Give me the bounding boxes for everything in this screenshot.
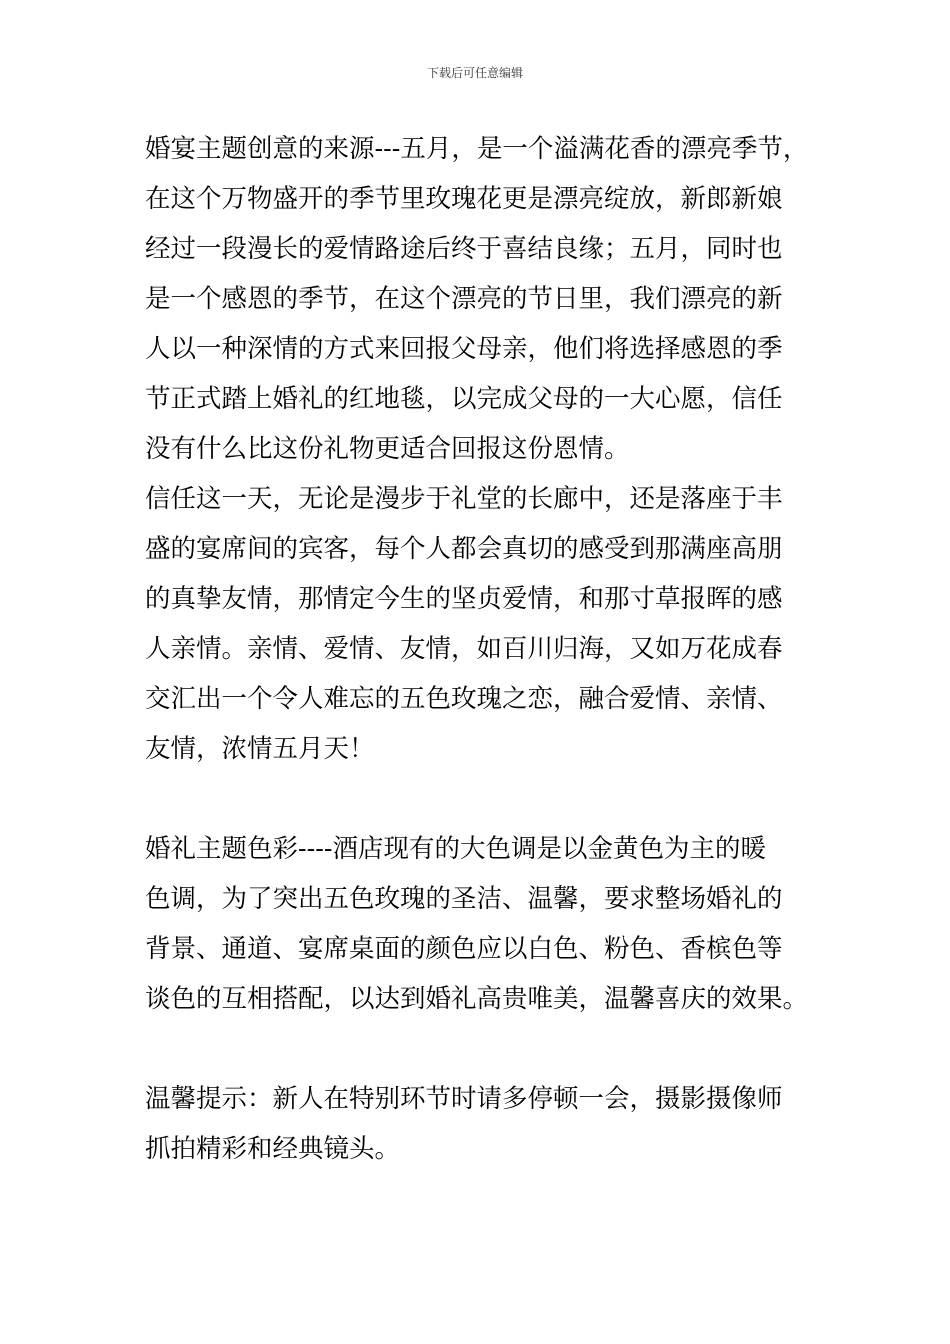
text-line: 色调，为了突出五色玫瑰的圣洁、温馨，要求整场婚礼的 <box>145 884 783 914</box>
text-line: 友情，浓情五月天！ <box>145 734 375 764</box>
paragraph-tip <box>145 1080 815 1180</box>
paragraph-spacer <box>145 1030 815 1080</box>
text-line: 是一个感恩的季节，在这个漂亮的节日里，我们漂亮的新 <box>145 284 783 314</box>
paragraph-theme-colors <box>145 830 815 1030</box>
text-line: 抓拍精彩和经典镜头。 <box>145 1134 401 1164</box>
text-line: 温馨提示：新人在特别环节时请多停顿一会，摄影摄像师 <box>145 1084 783 1114</box>
page-header-note: 下载后可任意编辑 <box>426 66 523 80</box>
text-line: 的真挚友情，那情定今生的坚贞爱情，和那寸草报晖的感 <box>145 584 783 614</box>
document-body <box>145 130 815 1180</box>
text-line: 谈色的互相搭配，以达到婚礼高贵唯美，温馨喜庆的效果。 <box>145 984 809 1014</box>
paragraph-feelings <box>145 480 815 780</box>
text-line: 人亲情。亲情、爱情、友情，如百川归海，又如万花成春 <box>145 634 783 664</box>
text-line: 在这个万物盛开的季节里玫瑰花更是漂亮绽放，新郎新娘 <box>145 184 783 214</box>
text-line: 信任这一天，无论是漫步于礼堂的长廊中，还是落座于丰 <box>145 484 783 514</box>
text-line: 婚礼主题色彩----酒店现有的大色调是以金黄色为主的暖 <box>145 834 766 864</box>
text-line: 背景、通道、宴席桌面的颜色应以白色、粉色、香槟色等 <box>145 934 783 964</box>
text-line: 盛的宴席间的宾客，每个人都会真切的感受到那满座高朋 <box>145 534 783 564</box>
text-line: 节正式踏上婚礼的红地毯，以完成父母的一大心愿，信任 <box>145 384 783 414</box>
text-line: 经过一段漫长的爱情路途后终于喜结良缘；五月，同时也 <box>145 234 783 264</box>
text-line: 交汇出一个令人难忘的五色玫瑰之恋，融合爱情、亲情、 <box>145 684 783 714</box>
text-line: 人以一种深情的方式来回报父母亲，他们将选择感恩的季 <box>145 334 783 364</box>
paragraph-theme-origin <box>145 130 815 480</box>
paragraph-spacer <box>145 780 815 830</box>
text-line: 没有什么比这份礼物更适合回报这份恩情。 <box>145 434 630 464</box>
text-line: 婚宴主题创意的来源---五月，是一个溢满花香的漂亮季节， <box>145 134 809 164</box>
